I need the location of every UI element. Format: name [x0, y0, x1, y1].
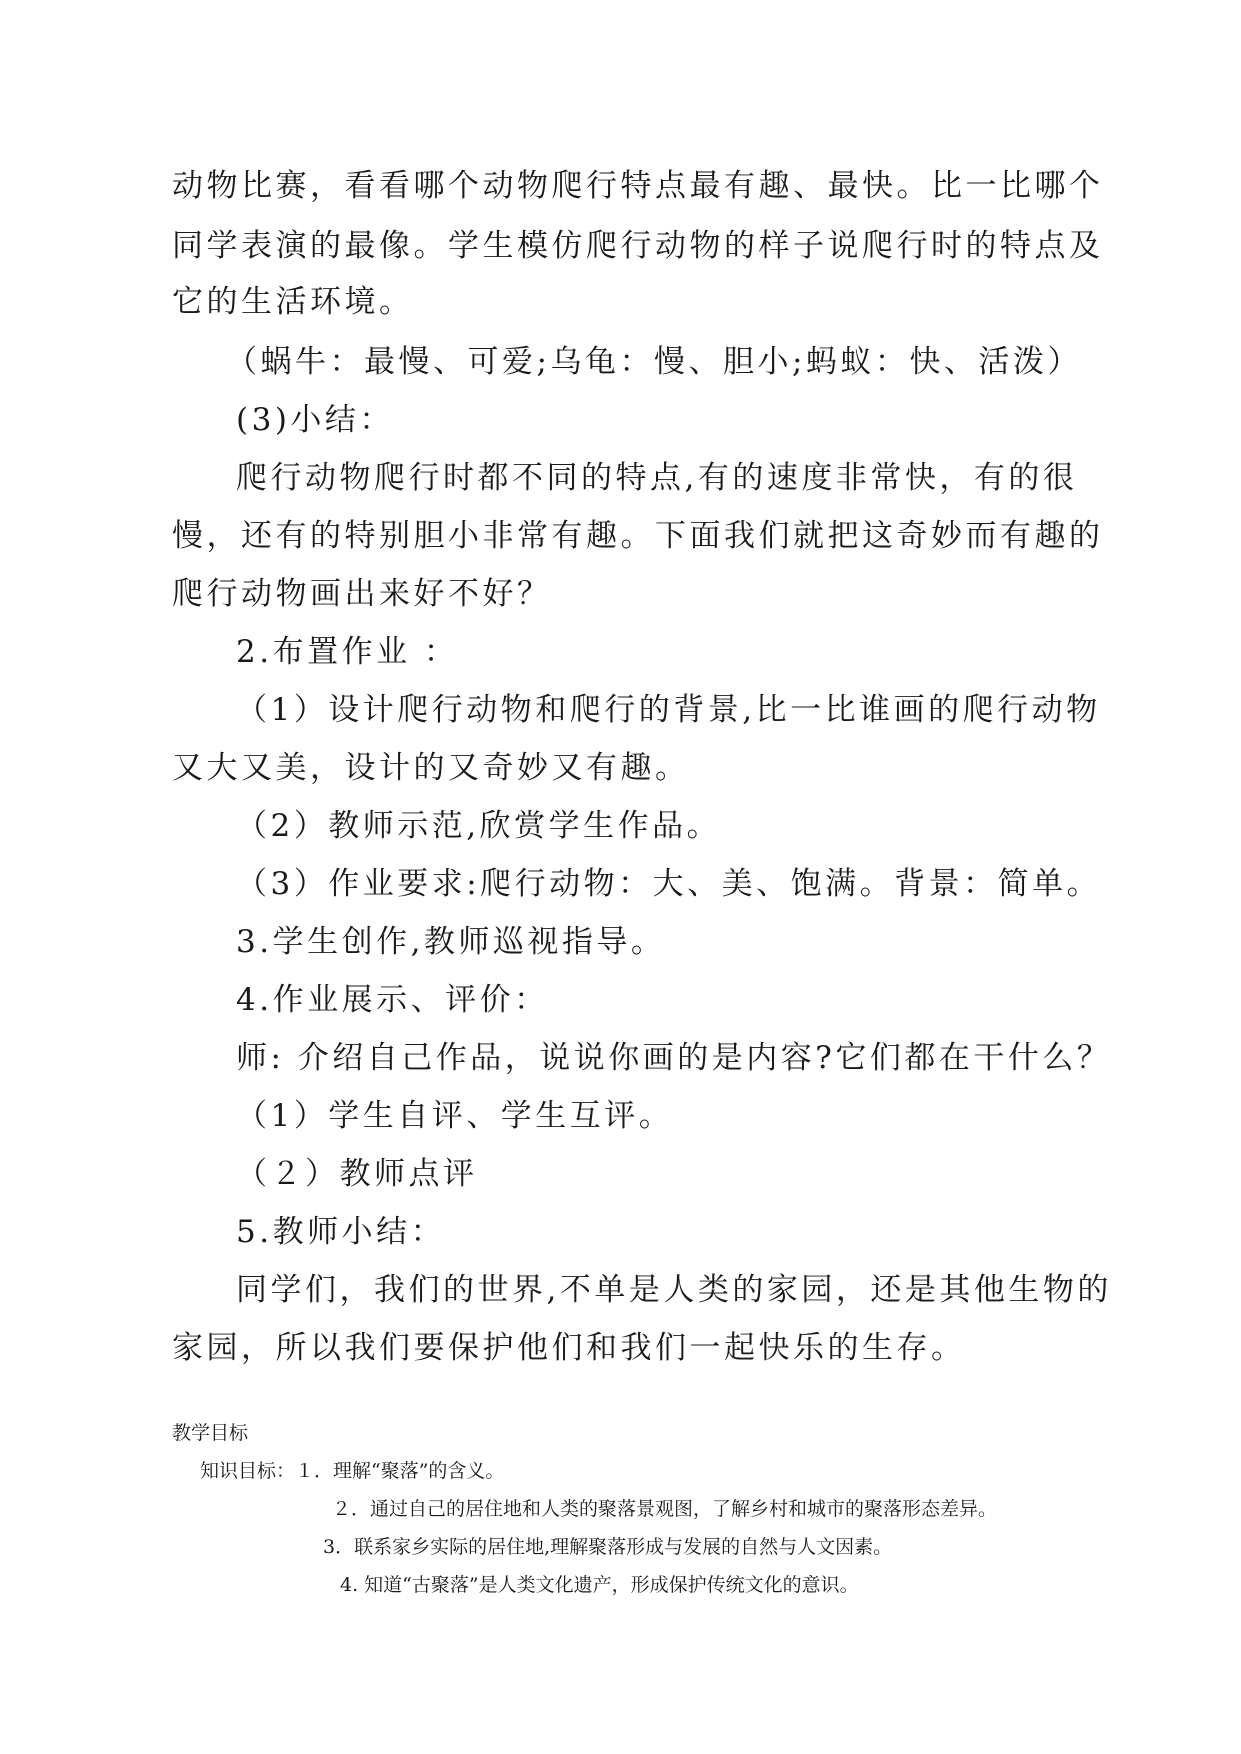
- body-line-17: （1）学生自评、学生互评。: [236, 1098, 674, 1134]
- body-line-13: （3）作业要求:爬行动物：大、美、饱满。背景：简单。: [236, 866, 1102, 902]
- body-line-6: 爬行动物爬行时都不同的特点,有的速度非常快，有的很: [236, 460, 1078, 496]
- body-line-4: （蜗牛：最慢、可爱;乌龟：慢、胆小;蚂蚁：快、活泼）: [226, 344, 1082, 380]
- body-line-3: 它的生活环境。: [172, 284, 414, 320]
- body-line-19: 5.教师小结：: [236, 1214, 446, 1250]
- body-line-12: （2）教师示范,欣赏学生作品。: [236, 808, 722, 844]
- body-line-21: 家园，所以我们要保护他们和我们一起快乐的生存。: [172, 1330, 966, 1366]
- body-line-10: （1）设计爬行动物和爬行的背景,比一比谁画的爬行动物: [236, 692, 1101, 728]
- objective-item-1: 知识目标：１．理解“聚落”的含义。: [200, 1460, 505, 1482]
- body-line-11: 又大又美，设计的又奇妙又有趣。: [172, 750, 690, 786]
- body-line-14: 3.学生创作,教师巡视指导。: [236, 924, 666, 960]
- body-line-15: 4.作业展示、评价：: [236, 982, 549, 1018]
- objective-item-2: ２．通过自己的居住地和人类的聚落景观图，了解乡村和城市的聚落形态差异。: [332, 1498, 998, 1520]
- body-line-7: 慢，还有的特别胆小非常有趣。下面我们就把这奇妙而有趣的: [172, 518, 1104, 554]
- body-line-8: 爬行动物画出来好不好？: [172, 576, 552, 612]
- body-line-5: (3)小结：: [236, 402, 394, 438]
- body-line-16: 师: 介绍自己作品，说说你画的是内容?它们都在干什么？: [236, 1040, 1112, 1076]
- body-line-20: 同学们，我们的世界,不单是人类的家园，还是其他生物的: [236, 1272, 1112, 1308]
- objective-item-4: 4. 知道“古聚落”是人类文化遗产，形成保护传统文化的意识。: [340, 1574, 859, 1596]
- body-line-9: 2.布置作业 ：: [236, 634, 459, 670]
- objectives-heading: 教学目标: [172, 1422, 249, 1444]
- body-line-1: 动物比赛，看看哪个动物爬行特点最有趣、最快。比一比哪个: [172, 168, 1104, 204]
- objective-item-3: 3．联系家乡实际的居住地,理解聚落形成与发展的自然与人文因素。: [323, 1536, 893, 1558]
- body-line-2: 同学表演的最像。学生模仿爬行动物的样子说爬行时的特点及: [172, 228, 1104, 264]
- body-line-18: （２）教师点评: [236, 1156, 478, 1192]
